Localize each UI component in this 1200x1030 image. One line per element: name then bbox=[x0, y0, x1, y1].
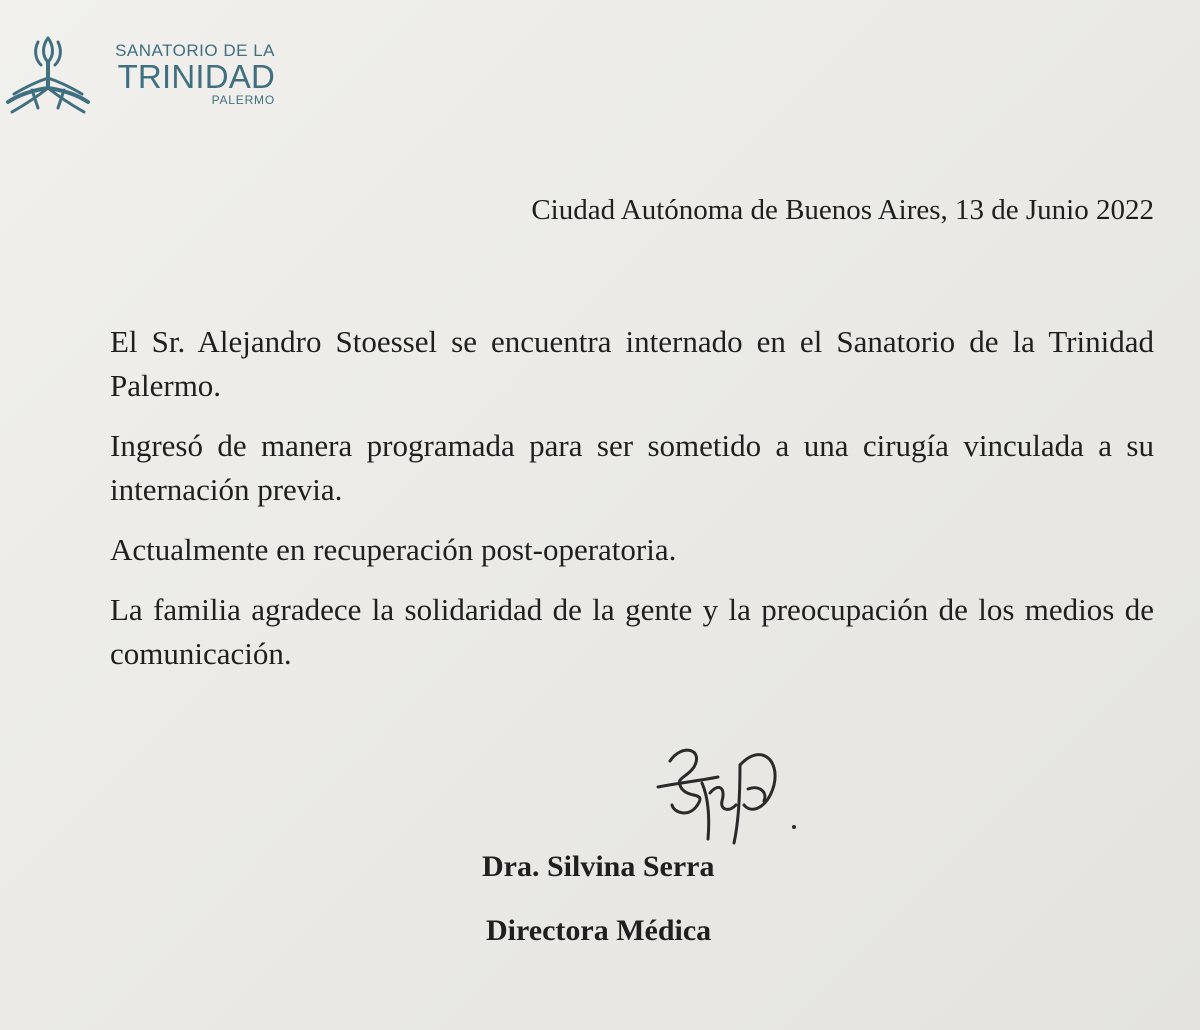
paragraph-recovery: Actualmente en recuperación post-operatoria. bbox=[110, 532, 677, 567]
paragraph-surgery: Ingresó de manera programada para ser sometido a una cirugía vinculada a su internación previa. bbox=[110, 428, 1154, 507]
sanatorio-logo bbox=[4, 32, 284, 122]
logo-wordmark bbox=[100, 42, 275, 107]
logo-line-trinidad: TRINIDAD bbox=[117, 58, 275, 95]
logo-line-palermo: PALERMO bbox=[211, 93, 275, 107]
paragraph-admission: El Sr. Alejandro Stoessel se encuentra internado en el Sanatorio de la Trinidad Palermo. bbox=[110, 324, 1154, 403]
trinity-logo-icon bbox=[4, 32, 92, 116]
paragraph-thanks: La familia agradece la solidaridad de la gente y la preocupación de los medios de comunicación. bbox=[110, 592, 1154, 671]
signatory-name: Dra. Silvina Serra bbox=[482, 850, 715, 883]
logo-line-sanatorio: SANATORIO DE LA bbox=[115, 41, 275, 60]
handwritten-signature-icon bbox=[648, 735, 808, 855]
letter-date: Ciudad Autónoma de Buenos Aires, 13 de Junio 2022 bbox=[531, 194, 1154, 226]
letter-body bbox=[110, 320, 1154, 692]
signatory-title: Directora Médica bbox=[486, 914, 712, 947]
